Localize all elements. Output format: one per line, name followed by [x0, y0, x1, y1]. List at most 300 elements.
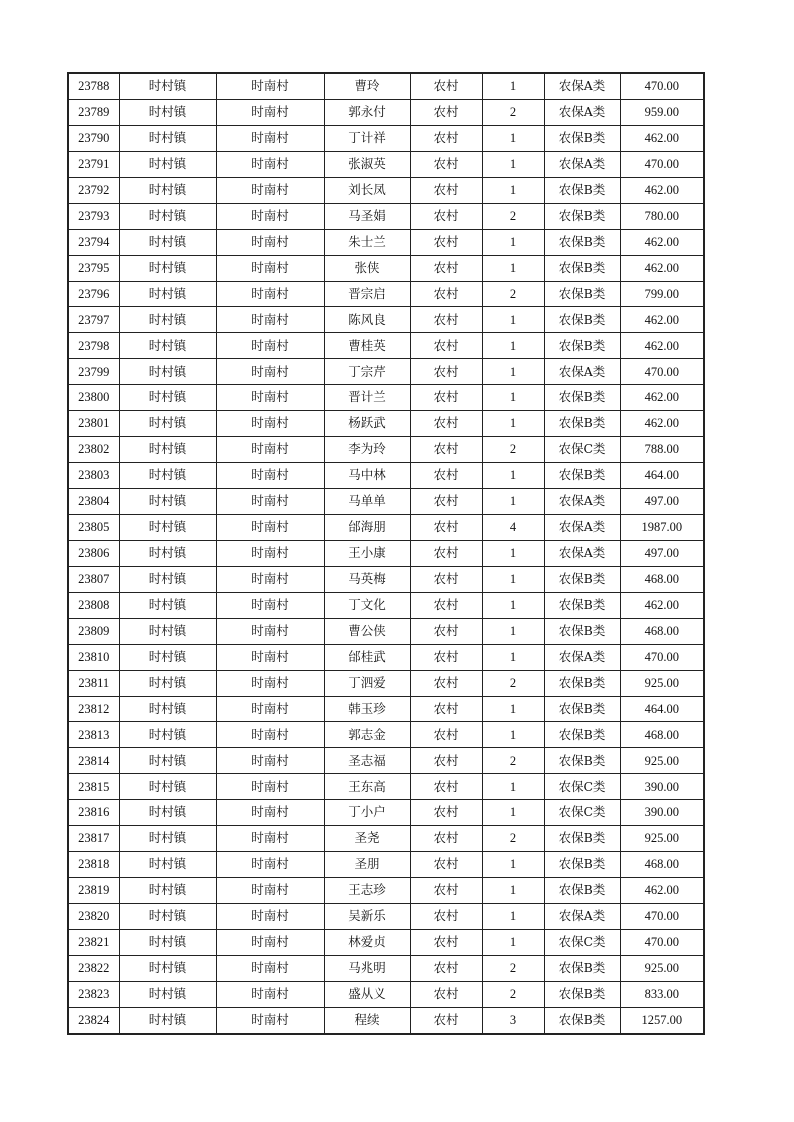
town-cell: 时村镇 [119, 437, 216, 463]
insurance-class-cell: 农保B类 [544, 385, 620, 411]
area-type-cell: 农村 [410, 981, 482, 1007]
insurance-class-cell: 农保A类 [544, 99, 620, 125]
record-id-cell: 23805 [68, 514, 119, 540]
area-type-cell: 农村 [410, 644, 482, 670]
household-count-cell: 1 [482, 774, 544, 800]
name-cell: 马英梅 [324, 566, 410, 592]
name-cell: 邰海朋 [324, 514, 410, 540]
insurance-class-cell: 农保B类 [544, 696, 620, 722]
table-row [68, 333, 704, 359]
town-cell: 时村镇 [119, 307, 216, 333]
town-cell: 时村镇 [119, 748, 216, 774]
household-count-cell: 1 [482, 489, 544, 515]
name-cell: 曹玲 [324, 73, 410, 99]
household-count-cell: 1 [482, 333, 544, 359]
town-cell: 时村镇 [119, 177, 216, 203]
name-cell: 丁计祥 [324, 125, 410, 151]
town-cell: 时村镇 [119, 540, 216, 566]
town-cell: 时村镇 [119, 929, 216, 955]
name-cell: 刘长凤 [324, 177, 410, 203]
household-count-cell: 1 [482, 385, 544, 411]
name-cell: 曹公侠 [324, 618, 410, 644]
amount-cell: 959.00 [620, 99, 704, 125]
insurance-class-cell: 农保B类 [544, 203, 620, 229]
table-row [68, 411, 704, 437]
town-cell: 时村镇 [119, 566, 216, 592]
record-id-cell: 23802 [68, 437, 119, 463]
household-count-cell: 2 [482, 670, 544, 696]
insurance-class-cell: 农保B类 [544, 670, 620, 696]
record-id-cell: 23808 [68, 592, 119, 618]
table-row [68, 281, 704, 307]
household-count-cell: 1 [482, 255, 544, 281]
name-cell: 郭永付 [324, 99, 410, 125]
household-count-cell: 1 [482, 229, 544, 255]
area-type-cell: 农村 [410, 1007, 482, 1033]
amount-cell: 462.00 [620, 385, 704, 411]
household-count-cell: 2 [482, 955, 544, 981]
record-id-cell: 23791 [68, 151, 119, 177]
town-cell: 时村镇 [119, 618, 216, 644]
amount-cell: 497.00 [620, 489, 704, 515]
amount-cell: 470.00 [620, 359, 704, 385]
record-id-cell: 23789 [68, 99, 119, 125]
village-cell: 时南村 [216, 359, 324, 385]
area-type-cell: 农村 [410, 748, 482, 774]
household-count-cell: 2 [482, 826, 544, 852]
household-count-cell: 1 [482, 696, 544, 722]
record-id-cell: 23795 [68, 255, 119, 281]
insurance-class-cell: 农保A类 [544, 489, 620, 515]
records-table [67, 72, 705, 1035]
town-cell: 时村镇 [119, 826, 216, 852]
area-type-cell: 农村 [410, 514, 482, 540]
household-count-cell: 1 [482, 540, 544, 566]
amount-cell: 462.00 [620, 229, 704, 255]
name-cell: 丁宗芹 [324, 359, 410, 385]
record-id-cell: 23801 [68, 411, 119, 437]
insurance-class-cell: 农保B类 [544, 852, 620, 878]
name-cell: 盛从义 [324, 981, 410, 1007]
area-type-cell: 农村 [410, 73, 482, 99]
village-cell: 时南村 [216, 800, 324, 826]
town-cell: 时村镇 [119, 281, 216, 307]
household-count-cell: 1 [482, 151, 544, 177]
amount-cell: 1987.00 [620, 514, 704, 540]
table-row [68, 99, 704, 125]
record-id-cell: 23821 [68, 929, 119, 955]
town-cell: 时村镇 [119, 359, 216, 385]
village-cell: 时南村 [216, 852, 324, 878]
household-count-cell: 1 [482, 566, 544, 592]
amount-cell: 780.00 [620, 203, 704, 229]
household-count-cell: 1 [482, 904, 544, 930]
area-type-cell: 农村 [410, 307, 482, 333]
village-cell: 时南村 [216, 592, 324, 618]
table-row [68, 748, 704, 774]
area-type-cell: 农村 [410, 540, 482, 566]
amount-cell: 470.00 [620, 644, 704, 670]
town-cell: 时村镇 [119, 463, 216, 489]
insurance-class-cell: 农保B类 [544, 748, 620, 774]
village-cell: 时南村 [216, 463, 324, 489]
village-cell: 时南村 [216, 203, 324, 229]
area-type-cell: 农村 [410, 203, 482, 229]
record-id-cell: 23798 [68, 333, 119, 359]
village-cell: 时南村 [216, 670, 324, 696]
town-cell: 时村镇 [119, 981, 216, 1007]
record-id-cell: 23818 [68, 852, 119, 878]
amount-cell: 925.00 [620, 826, 704, 852]
record-id-cell: 23813 [68, 722, 119, 748]
insurance-class-cell: 农保A类 [544, 904, 620, 930]
insurance-class-cell: 农保A类 [544, 359, 620, 385]
name-cell: 郭志金 [324, 722, 410, 748]
amount-cell: 470.00 [620, 73, 704, 99]
table-row [68, 774, 704, 800]
name-cell: 马圣娟 [324, 203, 410, 229]
area-type-cell: 农村 [410, 125, 482, 151]
table-row [68, 359, 704, 385]
household-count-cell: 1 [482, 878, 544, 904]
household-count-cell: 1 [482, 359, 544, 385]
record-id-cell: 23814 [68, 748, 119, 774]
insurance-class-cell: 农保B类 [544, 1007, 620, 1033]
household-count-cell: 1 [482, 463, 544, 489]
table-row [68, 463, 704, 489]
insurance-class-cell: 农保B类 [544, 618, 620, 644]
table-row [68, 592, 704, 618]
record-id-cell: 23806 [68, 540, 119, 566]
table-row [68, 929, 704, 955]
insurance-class-cell: 农保B类 [544, 281, 620, 307]
amount-cell: 462.00 [620, 333, 704, 359]
town-cell: 时村镇 [119, 151, 216, 177]
area-type-cell: 农村 [410, 255, 482, 281]
village-cell: 时南村 [216, 540, 324, 566]
town-cell: 时村镇 [119, 696, 216, 722]
area-type-cell: 农村 [410, 774, 482, 800]
household-count-cell: 2 [482, 437, 544, 463]
insurance-class-cell: 农保B类 [544, 463, 620, 489]
area-type-cell: 农村 [410, 800, 482, 826]
town-cell: 时村镇 [119, 411, 216, 437]
town-cell: 时村镇 [119, 125, 216, 151]
household-count-cell: 1 [482, 177, 544, 203]
record-id-cell: 23804 [68, 489, 119, 515]
table-row [68, 514, 704, 540]
town-cell: 时村镇 [119, 904, 216, 930]
town-cell: 时村镇 [119, 514, 216, 540]
household-count-cell: 2 [482, 99, 544, 125]
household-count-cell: 1 [482, 929, 544, 955]
insurance-class-cell: 农保B类 [544, 177, 620, 203]
town-cell: 时村镇 [119, 99, 216, 125]
village-cell: 时南村 [216, 229, 324, 255]
table-body [68, 73, 704, 1034]
amount-cell: 470.00 [620, 904, 704, 930]
record-id-cell: 23824 [68, 1007, 119, 1033]
insurance-class-cell: 农保A类 [544, 151, 620, 177]
area-type-cell: 农村 [410, 359, 482, 385]
village-cell: 时南村 [216, 514, 324, 540]
table-row [68, 955, 704, 981]
insurance-class-cell: 农保A类 [544, 540, 620, 566]
record-id-cell: 23797 [68, 307, 119, 333]
insurance-class-cell: 农保B类 [544, 981, 620, 1007]
household-count-cell: 2 [482, 748, 544, 774]
area-type-cell: 农村 [410, 904, 482, 930]
amount-cell: 1257.00 [620, 1007, 704, 1033]
insurance-class-cell: 农保B类 [544, 411, 620, 437]
area-type-cell: 农村 [410, 826, 482, 852]
area-type-cell: 农村 [410, 722, 482, 748]
name-cell: 程续 [324, 1007, 410, 1033]
name-cell: 张侠 [324, 255, 410, 281]
area-type-cell: 农村 [410, 878, 482, 904]
insurance-class-cell: 农保B类 [544, 333, 620, 359]
insurance-class-cell: 农保B类 [544, 878, 620, 904]
amount-cell: 497.00 [620, 540, 704, 566]
name-cell: 林爱贞 [324, 929, 410, 955]
village-cell: 时南村 [216, 878, 324, 904]
table-row [68, 125, 704, 151]
table-row [68, 177, 704, 203]
town-cell: 时村镇 [119, 385, 216, 411]
table-row [68, 1007, 704, 1033]
table-row [68, 540, 704, 566]
table-row [68, 618, 704, 644]
town-cell: 时村镇 [119, 489, 216, 515]
village-cell: 时南村 [216, 307, 324, 333]
amount-cell: 390.00 [620, 774, 704, 800]
area-type-cell: 农村 [410, 852, 482, 878]
amount-cell: 390.00 [620, 800, 704, 826]
table-row [68, 722, 704, 748]
table-row [68, 800, 704, 826]
name-cell: 马单单 [324, 489, 410, 515]
record-id-cell: 23823 [68, 981, 119, 1007]
record-id-cell: 23811 [68, 670, 119, 696]
table-row [68, 151, 704, 177]
record-id-cell: 23815 [68, 774, 119, 800]
table-row [68, 73, 704, 99]
insurance-class-cell: 农保C类 [544, 437, 620, 463]
village-cell: 时南村 [216, 151, 324, 177]
name-cell: 丁文化 [324, 592, 410, 618]
insurance-class-cell: 农保B类 [544, 229, 620, 255]
household-count-cell: 1 [482, 73, 544, 99]
area-type-cell: 农村 [410, 929, 482, 955]
table-row [68, 826, 704, 852]
village-cell: 时南村 [216, 177, 324, 203]
village-cell: 时南村 [216, 73, 324, 99]
record-id-cell: 23822 [68, 955, 119, 981]
name-cell: 曹桂英 [324, 333, 410, 359]
name-cell: 邰桂武 [324, 644, 410, 670]
table-row [68, 437, 704, 463]
amount-cell: 464.00 [620, 696, 704, 722]
amount-cell: 470.00 [620, 151, 704, 177]
amount-cell: 925.00 [620, 955, 704, 981]
insurance-class-cell: 农保B类 [544, 255, 620, 281]
village-cell: 时南村 [216, 644, 324, 670]
town-cell: 时村镇 [119, 774, 216, 800]
village-cell: 时南村 [216, 955, 324, 981]
town-cell: 时村镇 [119, 955, 216, 981]
amount-cell: 462.00 [620, 125, 704, 151]
insurance-class-cell: 农保B类 [544, 592, 620, 618]
village-cell: 时南村 [216, 774, 324, 800]
amount-cell: 925.00 [620, 670, 704, 696]
record-id-cell: 23819 [68, 878, 119, 904]
amount-cell: 468.00 [620, 852, 704, 878]
town-cell: 时村镇 [119, 333, 216, 359]
record-id-cell: 23794 [68, 229, 119, 255]
amount-cell: 468.00 [620, 722, 704, 748]
record-id-cell: 23792 [68, 177, 119, 203]
village-cell: 时南村 [216, 411, 324, 437]
area-type-cell: 农村 [410, 385, 482, 411]
household-count-cell: 1 [482, 411, 544, 437]
village-cell: 时南村 [216, 99, 324, 125]
area-type-cell: 农村 [410, 955, 482, 981]
town-cell: 时村镇 [119, 592, 216, 618]
town-cell: 时村镇 [119, 852, 216, 878]
table-row [68, 696, 704, 722]
table-row [68, 566, 704, 592]
name-cell: 王小康 [324, 540, 410, 566]
name-cell: 吴新乐 [324, 904, 410, 930]
household-count-cell: 1 [482, 125, 544, 151]
table-row [68, 670, 704, 696]
name-cell: 韩玉珍 [324, 696, 410, 722]
village-cell: 时南村 [216, 929, 324, 955]
amount-cell: 462.00 [620, 878, 704, 904]
area-type-cell: 农村 [410, 333, 482, 359]
area-type-cell: 农村 [410, 618, 482, 644]
table-row [68, 307, 704, 333]
village-cell: 时南村 [216, 904, 324, 930]
town-cell: 时村镇 [119, 203, 216, 229]
village-cell: 时南村 [216, 748, 324, 774]
area-type-cell: 农村 [410, 229, 482, 255]
household-count-cell: 3 [482, 1007, 544, 1033]
amount-cell: 462.00 [620, 307, 704, 333]
village-cell: 时南村 [216, 333, 324, 359]
area-type-cell: 农村 [410, 177, 482, 203]
name-cell: 李为玲 [324, 437, 410, 463]
table-row [68, 385, 704, 411]
name-cell: 王东高 [324, 774, 410, 800]
name-cell: 朱士兰 [324, 229, 410, 255]
area-type-cell: 农村 [410, 151, 482, 177]
village-cell: 时南村 [216, 281, 324, 307]
insurance-class-cell: 农保B类 [544, 955, 620, 981]
record-id-cell: 23810 [68, 644, 119, 670]
village-cell: 时南村 [216, 566, 324, 592]
record-sheet [67, 72, 703, 1035]
household-count-cell: 1 [482, 722, 544, 748]
village-cell: 时南村 [216, 385, 324, 411]
table-row [68, 852, 704, 878]
table-row [68, 255, 704, 281]
record-id-cell: 23800 [68, 385, 119, 411]
name-cell: 杨跃武 [324, 411, 410, 437]
name-cell: 张淑英 [324, 151, 410, 177]
town-cell: 时村镇 [119, 73, 216, 99]
record-id-cell: 23809 [68, 618, 119, 644]
amount-cell: 462.00 [620, 592, 704, 618]
name-cell: 圣尧 [324, 826, 410, 852]
record-id-cell: 23820 [68, 904, 119, 930]
town-cell: 时村镇 [119, 1007, 216, 1033]
name-cell: 陈风良 [324, 307, 410, 333]
area-type-cell: 农村 [410, 592, 482, 618]
village-cell: 时南村 [216, 125, 324, 151]
insurance-class-cell: 农保A类 [544, 73, 620, 99]
record-id-cell: 23807 [68, 566, 119, 592]
household-count-cell: 2 [482, 203, 544, 229]
household-count-cell: 1 [482, 618, 544, 644]
table-row [68, 229, 704, 255]
village-cell: 时南村 [216, 981, 324, 1007]
amount-cell: 470.00 [620, 929, 704, 955]
area-type-cell: 农村 [410, 489, 482, 515]
insurance-class-cell: 农保C类 [544, 774, 620, 800]
household-count-cell: 1 [482, 644, 544, 670]
insurance-class-cell: 农保B类 [544, 307, 620, 333]
table-row [68, 904, 704, 930]
area-type-cell: 农村 [410, 670, 482, 696]
name-cell: 丁小户 [324, 800, 410, 826]
area-type-cell: 农村 [410, 437, 482, 463]
amount-cell: 462.00 [620, 255, 704, 281]
town-cell: 时村镇 [119, 229, 216, 255]
record-id-cell: 23788 [68, 73, 119, 99]
insurance-class-cell: 农保B类 [544, 566, 620, 592]
town-cell: 时村镇 [119, 878, 216, 904]
name-cell: 王志珍 [324, 878, 410, 904]
table-row [68, 489, 704, 515]
village-cell: 时南村 [216, 618, 324, 644]
name-cell: 晋宗启 [324, 281, 410, 307]
table-row [68, 644, 704, 670]
village-cell: 时南村 [216, 489, 324, 515]
record-id-cell: 23803 [68, 463, 119, 489]
amount-cell: 462.00 [620, 177, 704, 203]
amount-cell: 464.00 [620, 463, 704, 489]
insurance-class-cell: 农保C类 [544, 800, 620, 826]
name-cell: 丁泗爱 [324, 670, 410, 696]
town-cell: 时村镇 [119, 255, 216, 281]
area-type-cell: 农村 [410, 411, 482, 437]
household-count-cell: 2 [482, 981, 544, 1007]
record-id-cell: 23812 [68, 696, 119, 722]
name-cell: 圣朋 [324, 852, 410, 878]
household-count-cell: 1 [482, 307, 544, 333]
insurance-class-cell: 农保B类 [544, 722, 620, 748]
name-cell: 圣志福 [324, 748, 410, 774]
amount-cell: 468.00 [620, 618, 704, 644]
town-cell: 时村镇 [119, 800, 216, 826]
area-type-cell: 农村 [410, 566, 482, 592]
insurance-class-cell: 农保B类 [544, 125, 620, 151]
village-cell: 时南村 [216, 826, 324, 852]
name-cell: 马兆明 [324, 955, 410, 981]
record-id-cell: 23796 [68, 281, 119, 307]
record-id-cell: 23790 [68, 125, 119, 151]
